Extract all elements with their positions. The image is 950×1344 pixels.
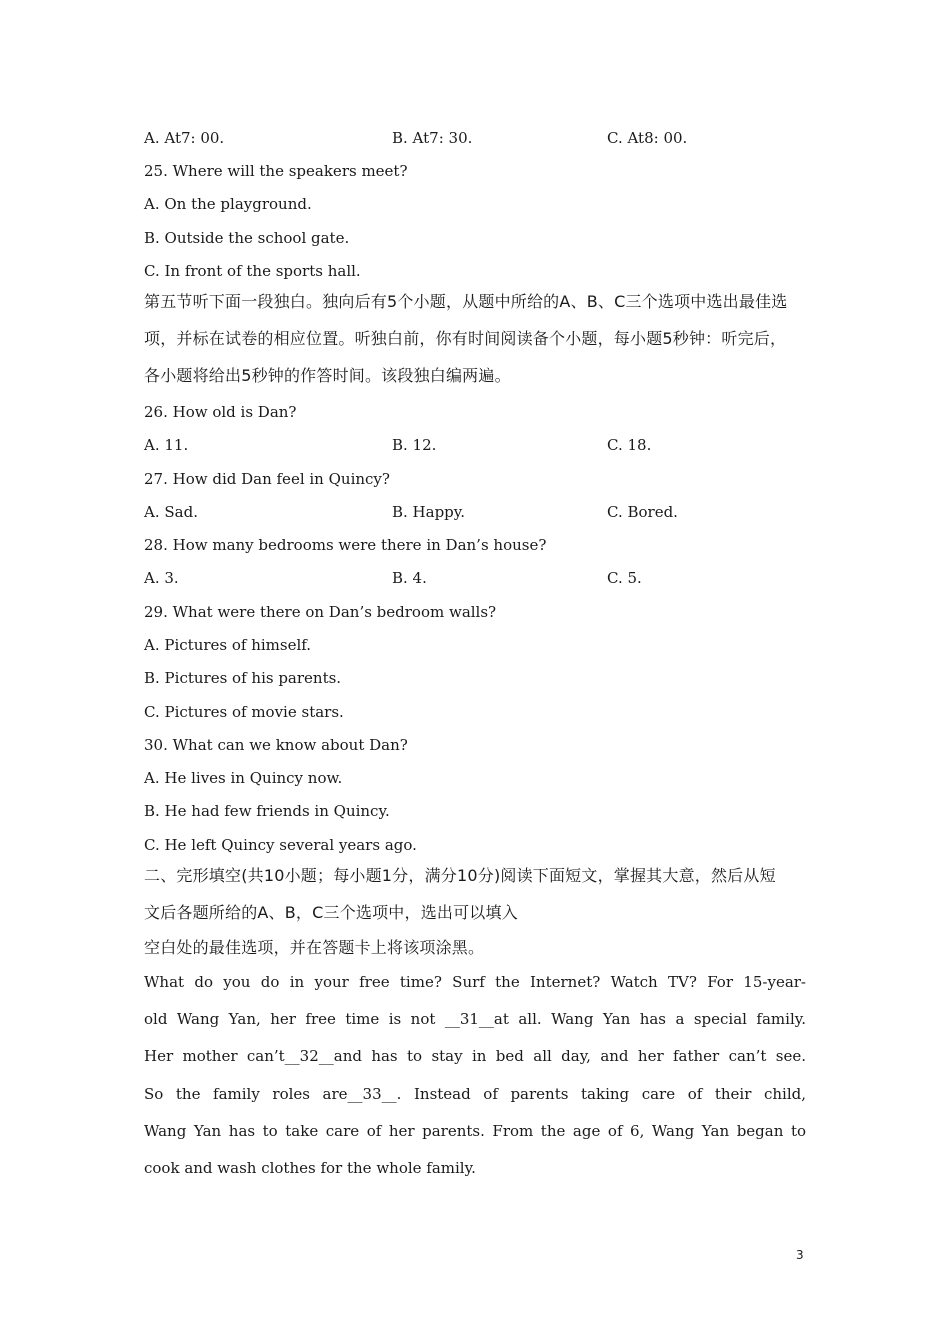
q30-option-b: B. He had few friends in Quincy. <box>144 802 390 820</box>
page-number: 3 <box>796 1248 804 1262</box>
cloze-passage-line-1: What do you do in your free time? Surf the Internet? Watch TV? For 15-year- <box>144 973 806 991</box>
q25-option-c: C. In front of the sports hall. <box>144 262 361 280</box>
q28-option-c: C. 5. <box>607 569 642 587</box>
cloze-passage-line-5: Wang Yan has to take care of her parents. From the age of 6, Wang Yan began to <box>144 1122 806 1140</box>
q25-question: 25. Where will the speakers meet? <box>144 162 408 180</box>
q26-option-b: B. 12. <box>392 436 437 454</box>
q26-option-c: C. 18. <box>607 436 652 454</box>
cloze-heading-line-3: 空白处的最佳选项，并在答题卡上将该项涂黑。 <box>144 938 485 957</box>
q24-option-b: B. At7: 30. <box>392 129 473 147</box>
q27-question: 27. How did Dan feel in Quincy? <box>144 470 390 488</box>
cloze-passage-line-6: cook and wash clothes for the whole family. <box>144 1159 476 1177</box>
q30-question: 30. What can we know about Dan? <box>144 736 408 754</box>
q29-option-c: C. Pictures of movie stars. <box>144 703 344 721</box>
q27-option-c: C. Bored. <box>607 503 678 521</box>
cloze-passage-line-3: Her mother can’t__32__and has to stay in bed all day, and her father can’t see. <box>144 1047 806 1065</box>
q27-option-b: B. Happy. <box>392 503 466 521</box>
q29-option-a: A. Pictures of himself. <box>144 636 312 654</box>
q24-option-c: C. At8: 00. <box>607 129 688 147</box>
q25-option-a: A. On the playground. <box>144 195 312 213</box>
q28-question: 28. How many bedrooms were there in Dan’s house? <box>144 536 547 554</box>
q28-option-b: B. 4. <box>392 569 427 587</box>
q25-option-b: B. Outside the school gate. <box>144 229 350 247</box>
q27-option-a: A. Sad. <box>144 503 198 521</box>
cloze-heading-line-2: 文后各题所给的A、B，C三个选项中，选出可以填入 <box>144 903 518 922</box>
cloze-heading-line-1: 二、完形填空(共10小题；每小题1分，满分10分)阅读下面短文，掌握其大意，然后从短 <box>144 866 776 885</box>
q29-option-b: B. Pictures of his parents. <box>144 669 342 687</box>
q26-option-a: A. 11. <box>144 436 189 454</box>
q29-question: 29. What were there on Dan’s bedroom walls? <box>144 603 497 621</box>
q30-option-a: A. He lives in Quincy now. <box>144 769 343 787</box>
cloze-passage-line-4: So the family roles are__33__. Instead of parents taking care of their child, <box>144 1085 806 1103</box>
q30-option-c: C. He left Quincy several years ago. <box>144 836 417 854</box>
q26-question: 26. How old is Dan? <box>144 403 297 421</box>
section5-instruction-line-1: 第五节听下面一段独白。独向后有5个小题，从题中所给的A、B、C三个选项中选出最佳选 <box>144 292 788 311</box>
cloze-passage-line-2: old Wang Yan, her free time is not __31__at all. Wang Yan has a special family. <box>144 1010 806 1028</box>
section5-instruction-line-3: 各小题将给出5秒钟的作答时间。该段独白编两遍。 <box>144 366 511 385</box>
section5-instruction-line-2: 项，并标在试卷的相应位置。听独白前，你有时间阅读备个小题，每小题5秒钟：听完后， <box>144 329 787 348</box>
q28-option-a: A. 3. <box>144 569 179 587</box>
q24-option-a: A. At7: 00. <box>144 129 225 147</box>
